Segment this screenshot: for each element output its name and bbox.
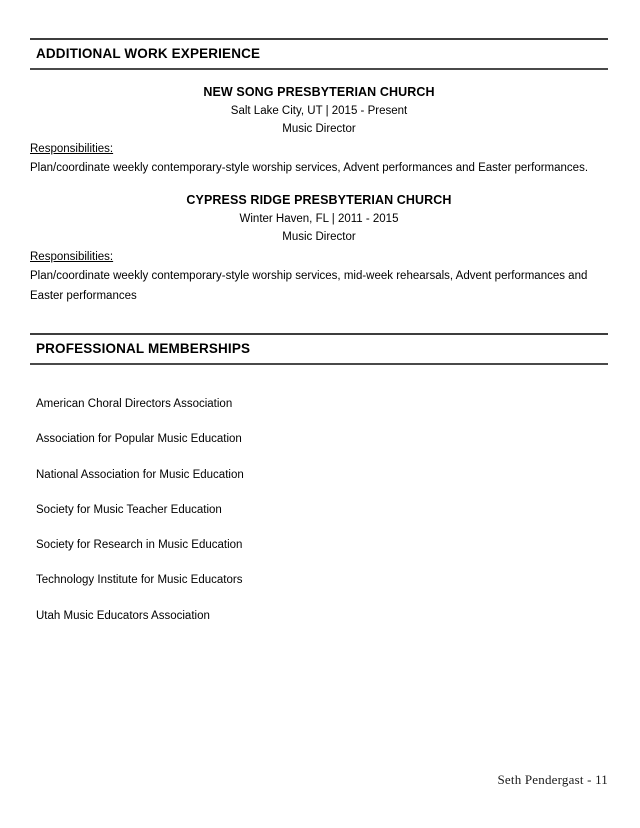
responsibilities-label: Responsibilities: xyxy=(30,251,114,263)
work-entry-location-dates: Winter Haven, FL | 2011 - 2015 xyxy=(239,212,399,225)
section-professional-memberships xyxy=(30,333,608,365)
section-rule-bottom xyxy=(30,363,608,365)
work-entry-role: Music Director xyxy=(282,231,356,243)
section-rule-bottom xyxy=(30,68,608,70)
section-additional-work-experience xyxy=(30,38,608,70)
work-entry-cypress-ridge-responsibilities xyxy=(30,247,608,306)
responsibilities-text: Plan/coordinate weekly contemporary-style worship services, mid-week rehearsals, Advent performances and Easter performances xyxy=(30,270,588,302)
work-entry-role: Music Director xyxy=(282,123,356,135)
section-heading-additional-work-experience: ADDITIONAL WORK EXPERIENCE xyxy=(36,46,261,61)
list-item: Society for Music Teacher Education xyxy=(36,503,222,516)
membership-list xyxy=(36,396,608,624)
work-entry-organization: NEW SONG PRESBYTERIAN CHURCH xyxy=(203,85,435,99)
list-item: Society for Research in Music Education xyxy=(36,539,243,552)
work-entry-organization: CYPRESS RIDGE PRESBYTERIAN CHURCH xyxy=(186,193,452,207)
responsibilities-label: Responsibilities: xyxy=(30,143,114,155)
work-entry-new-song xyxy=(30,83,608,139)
page-footer: Seth Pendergast - 11 xyxy=(497,772,608,787)
work-entry-location-dates: Salt Lake City, UT | 2015 - Present xyxy=(230,104,408,117)
work-entry-new-song-responsibilities xyxy=(30,139,608,179)
responsibilities-text: Plan/coordinate weekly contemporary-style worship services, Advent performances and Easter performances. xyxy=(30,162,589,174)
work-entry-cypress-ridge xyxy=(30,191,608,247)
list-item: Utah Music Educators Association xyxy=(36,609,210,622)
section-heading-professional-memberships: PROFESSIONAL MEMBERSHIPS xyxy=(36,341,251,356)
responsibilities-label-wrapper xyxy=(30,139,608,157)
work-entry-header xyxy=(30,191,608,247)
list-item: Technology Institute for Music Educators xyxy=(36,574,243,587)
list-item: National Association for Music Education xyxy=(36,468,244,481)
responsibilities-label-wrapper xyxy=(30,247,608,265)
list-item: Association for Popular Music Education xyxy=(36,433,242,446)
list-item: American Choral Directors Association xyxy=(36,398,233,410)
work-entry-header xyxy=(30,83,608,139)
